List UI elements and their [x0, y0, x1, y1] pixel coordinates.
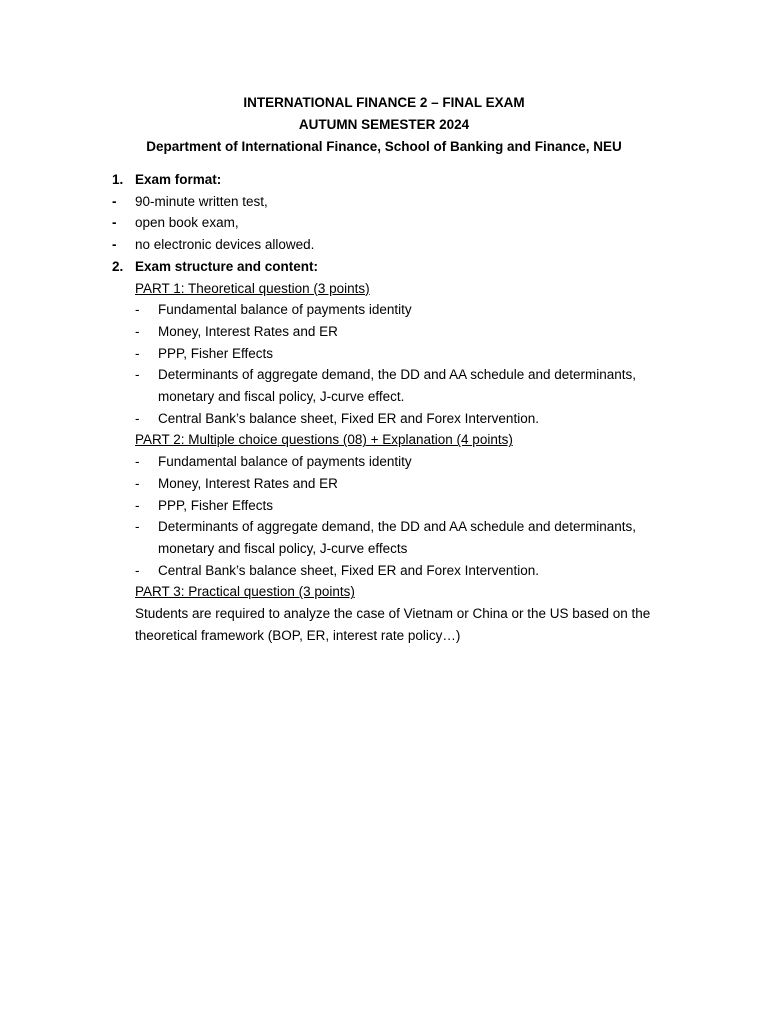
semester-title: AUTUMN SEMESTER 2024	[298, 117, 470, 132]
dash-bullet: -	[112, 237, 117, 253]
part1-title: PART 1: Theoretical question (3 points)	[135, 280, 370, 296]
list-item: - Fundamental balance of payments identity	[135, 299, 672, 321]
list-item: - Determinants of aggregate demand, the DD and AA schedule and determinants, monetary and fiscal policy, J-curve effects	[135, 516, 672, 559]
part2-list	[135, 451, 672, 581]
dash-bullet: -	[135, 475, 140, 491]
dash-bullet: -	[135, 497, 140, 513]
list-item: - PPP, Fisher Effects	[135, 343, 672, 365]
dash-bullet: -	[135, 410, 140, 426]
part2-title: PART 2: Multiple choice questions (08) + Explanation (4 points)	[135, 432, 513, 448]
exam-format-list	[112, 191, 672, 256]
dash-bullet: -	[112, 215, 117, 231]
list-item: - PPP, Fisher Effects	[135, 495, 672, 517]
list-item: - Determinants of aggregate demand, the DD and AA schedule and determinants, monetary and fiscal policy, J-curve effect.	[135, 364, 672, 407]
section-number: 1.	[112, 172, 124, 187]
list-item: - open book exam,	[112, 212, 672, 234]
document-header	[0, 92, 768, 158]
list-item: - 90-minute written test,	[112, 191, 672, 213]
section-title: Exam format:	[135, 172, 222, 187]
exam-structure-content	[112, 278, 672, 647]
exam-title: INTERNATIONAL FINANCE 2 – FINAL EXAM	[243, 95, 525, 110]
list-item: - Central Bank’s balance sheet, Fixed ER and Forex Intervention.	[135, 560, 672, 582]
department-title: Department of International Finance, School of Banking and Finance, NEU	[146, 139, 622, 154]
dash-bullet: -	[135, 323, 140, 339]
list-item: - Money, Interest Rates and ER	[135, 321, 672, 343]
section-heading-exam-structure	[112, 256, 672, 278]
dash-bullet: -	[135, 367, 140, 383]
dash-bullet: -	[135, 562, 140, 578]
section-heading-exam-format	[112, 169, 672, 191]
part1-list	[135, 299, 672, 429]
section-title: Exam structure and content:	[135, 258, 319, 274]
list-item: - no electronic devices allowed.	[112, 234, 672, 256]
dash-bullet: -	[135, 345, 140, 361]
part3-description: Students are required to analyze the case of Vietnam or China or the US based on the theoretical framework (BOP, ER, interest rate policy…)	[135, 606, 651, 643]
list-item: - Fundamental balance of payments identity	[135, 451, 672, 473]
dash-bullet: -	[135, 302, 140, 318]
part3-title: PART 3: Practical question (3 points)	[135, 584, 355, 600]
document-body	[0, 169, 672, 646]
section-number: 2.	[112, 258, 124, 274]
dash-bullet: -	[135, 454, 140, 470]
dash-bullet: -	[112, 193, 117, 209]
list-item: - Central Bank’s balance sheet, Fixed ER and Forex Intervention.	[135, 408, 672, 430]
list-item: - Money, Interest Rates and ER	[135, 473, 672, 495]
dash-bullet: -	[135, 519, 140, 535]
